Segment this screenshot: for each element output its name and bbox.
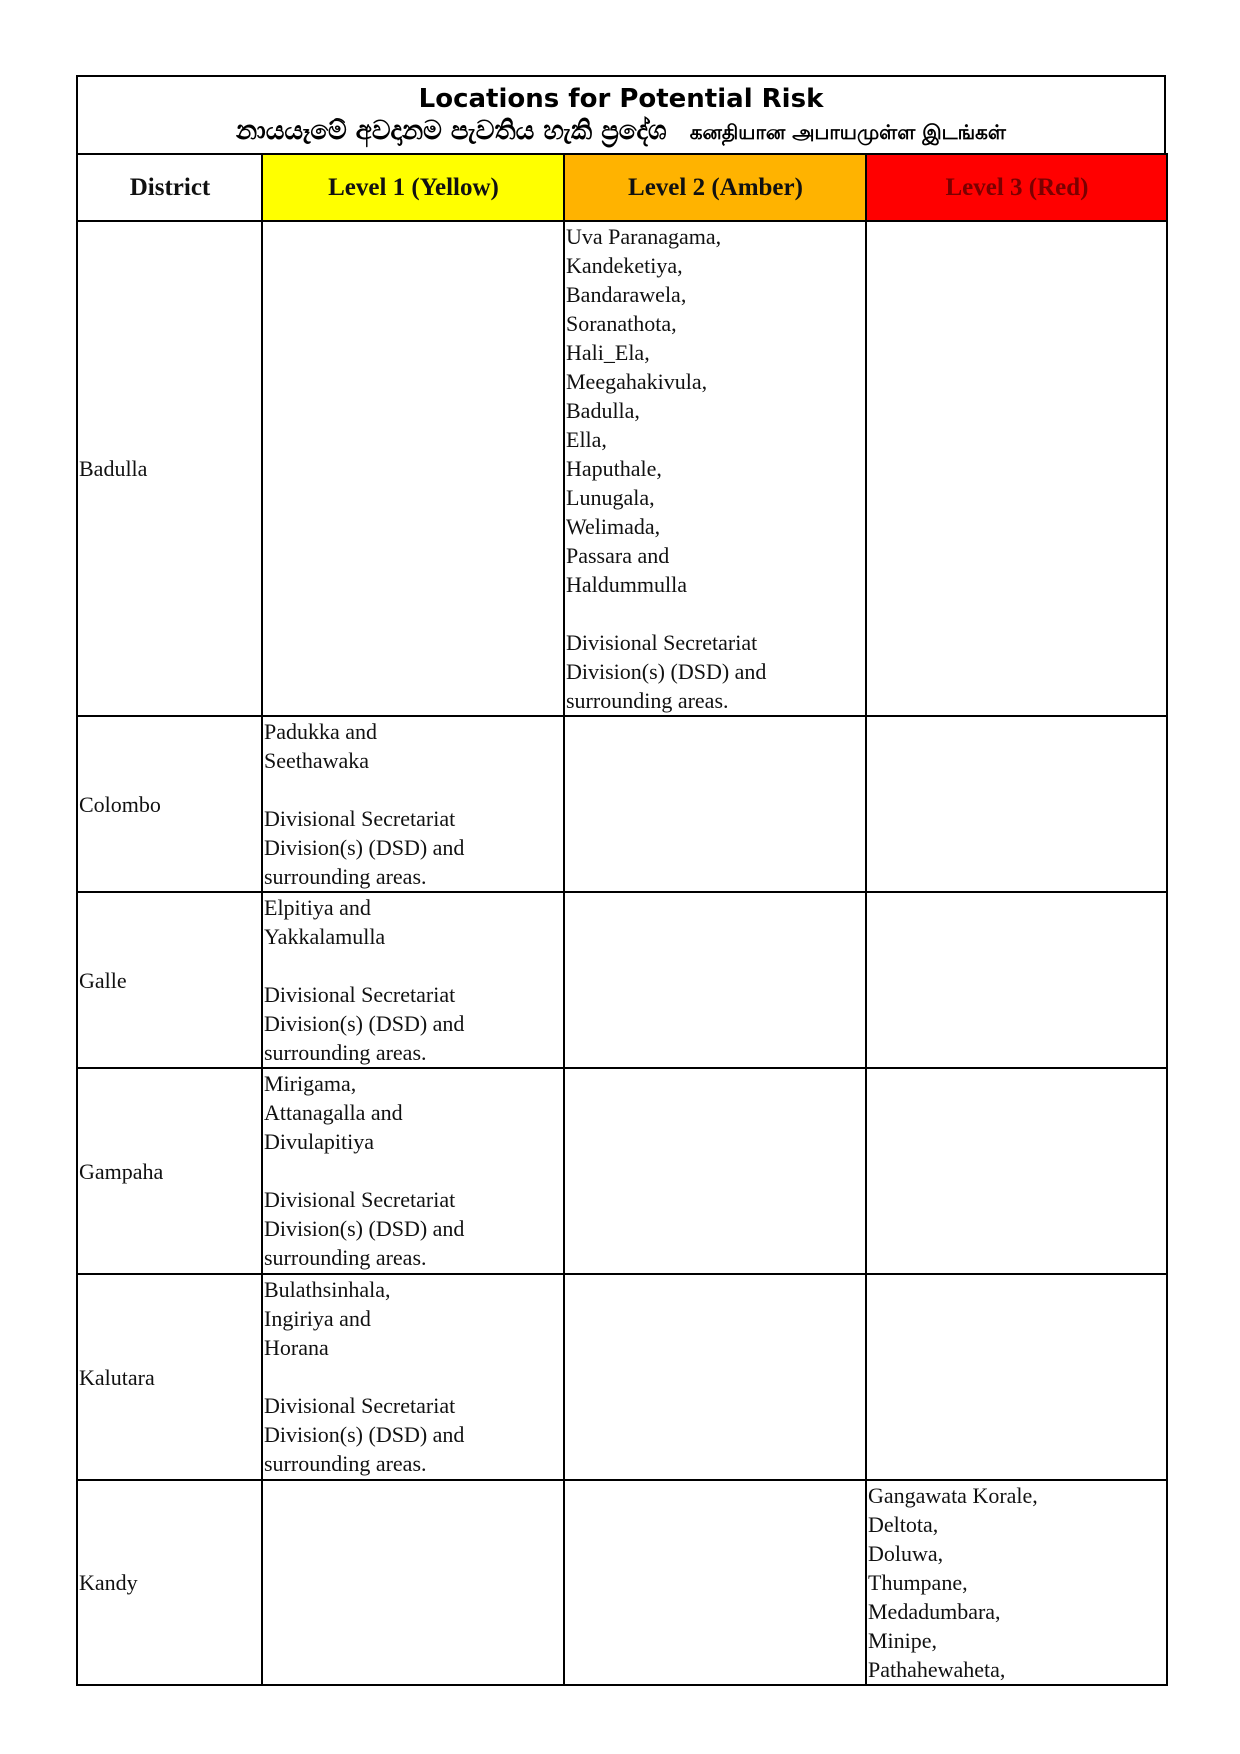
risk-table	[76, 153, 1168, 1686]
district-cell: Kalutara	[77, 1274, 262, 1480]
level2-cell	[564, 716, 866, 892]
title-tamil: கனதியான அபாயமுள்ள இடங்கள்	[689, 120, 1006, 144]
level2-cell	[564, 1480, 866, 1685]
location-line: surrounding areas.	[264, 1451, 427, 1476]
location-line: Division(s) (DSD) and	[264, 1422, 465, 1447]
location-line: Minipe,	[868, 1628, 938, 1653]
blank-line	[264, 951, 563, 980]
location-line: Mirigama,	[264, 1071, 357, 1096]
location-line: Division(s) (DSD) and	[264, 1216, 465, 1241]
location-line: Division(s) (DSD) and	[264, 835, 465, 860]
location-line: Divisional Secretariat	[264, 806, 456, 831]
location-line: Division(s) (DSD) and	[264, 1011, 465, 1036]
location-line: Bulathsinhala,	[264, 1277, 391, 1302]
location-line: Divisional Secretariat	[264, 982, 456, 1007]
location-line: Uva Paranagama,	[566, 224, 722, 249]
location-line: Passara and	[566, 543, 670, 568]
level3-cell	[866, 221, 1167, 716]
location-line: Divulapitiya	[264, 1129, 374, 1154]
location-line: Ella,	[566, 427, 607, 452]
table-row	[77, 1068, 1167, 1274]
location-line: Horana	[264, 1335, 329, 1360]
district-cell: Colombo	[77, 716, 262, 892]
level3-cell	[866, 716, 1167, 892]
document-page	[76, 75, 1166, 1686]
table-row	[77, 221, 1167, 716]
header-level3: Level 3 (Red)	[866, 154, 1167, 221]
level1-cell	[262, 1274, 564, 1480]
level3-cell	[866, 1480, 1167, 1685]
location-line: Meegahakivula,	[566, 369, 708, 394]
district-cell: Galle	[77, 892, 262, 1068]
location-line: Welimada,	[566, 514, 661, 539]
location-line: Deltota,	[868, 1512, 939, 1537]
header-district: District	[77, 154, 262, 221]
location-line: surrounding areas.	[264, 864, 427, 889]
level1-cell	[262, 892, 564, 1068]
level2-cell	[564, 1274, 866, 1480]
table-row	[77, 1274, 1167, 1480]
location-line: Thumpane,	[868, 1570, 968, 1595]
location-line: Soranathota,	[566, 311, 677, 336]
level3-cell	[866, 1068, 1167, 1274]
location-line: Divisional Secretariat	[566, 630, 758, 655]
location-line: Divisional Secretariat	[264, 1187, 456, 1212]
level2-cell	[564, 1068, 866, 1274]
district-cell: Kandy	[77, 1480, 262, 1685]
location-line: Divisional Secretariat	[264, 1393, 456, 1418]
title-sinhala: නායයෑමේ අවදානම පැවතිය හැකි ප්‍රදේශ	[236, 116, 667, 146]
table-row	[77, 892, 1167, 1068]
level2-cell	[564, 892, 866, 1068]
location-line: Hali_Ela,	[566, 340, 650, 365]
location-line: Doluwa,	[868, 1541, 944, 1566]
location-line: Bandarawela,	[566, 282, 687, 307]
location-line: Gangawata Korale,	[868, 1483, 1038, 1508]
level1-cell	[262, 716, 564, 892]
location-line: Ingiriya and	[264, 1306, 371, 1331]
district-cell: Badulla	[77, 221, 262, 716]
location-line: Pathahewaheta,	[868, 1657, 1006, 1682]
header-row	[77, 154, 1167, 221]
blank-line	[264, 1362, 563, 1391]
blank-line	[264, 1156, 563, 1185]
title-block	[76, 75, 1166, 153]
level3-cell	[866, 1274, 1167, 1480]
blank-line	[566, 599, 865, 628]
location-line: surrounding areas.	[264, 1040, 427, 1065]
level1-cell	[262, 221, 564, 716]
table-row	[77, 716, 1167, 892]
level3-cell	[866, 892, 1167, 1068]
header-level2: Level 2 (Amber)	[564, 154, 866, 221]
table-row	[77, 1480, 1167, 1685]
location-line: Haldummulla	[566, 572, 687, 597]
location-line: surrounding areas.	[264, 1245, 427, 1270]
location-line: Attanagalla and	[264, 1100, 403, 1125]
location-line: Elpitiya and	[264, 895, 371, 920]
location-line: Seethawaka	[264, 748, 370, 773]
location-line: Medadumbara,	[868, 1599, 1001, 1624]
level1-cell	[262, 1068, 564, 1274]
district-cell: Gampaha	[77, 1068, 262, 1274]
location-line: Yakkalamulla	[264, 924, 386, 949]
table-body	[77, 221, 1167, 1685]
location-line: Kandeketiya,	[566, 253, 683, 278]
location-line: surrounding areas.	[566, 688, 729, 713]
level1-cell	[262, 1480, 564, 1685]
location-line: Haputhale,	[566, 456, 662, 481]
location-line: Badulla,	[566, 398, 640, 423]
location-line: Division(s) (DSD) and	[566, 659, 767, 684]
header-level1: Level 1 (Yellow)	[262, 154, 564, 221]
level2-cell	[564, 221, 866, 716]
location-line: Lunugala,	[566, 485, 655, 510]
title-local	[78, 114, 1164, 149]
blank-line	[264, 775, 563, 804]
title-english: Locations for Potential Risk	[418, 84, 824, 114]
location-line: Padukka and	[264, 719, 378, 744]
